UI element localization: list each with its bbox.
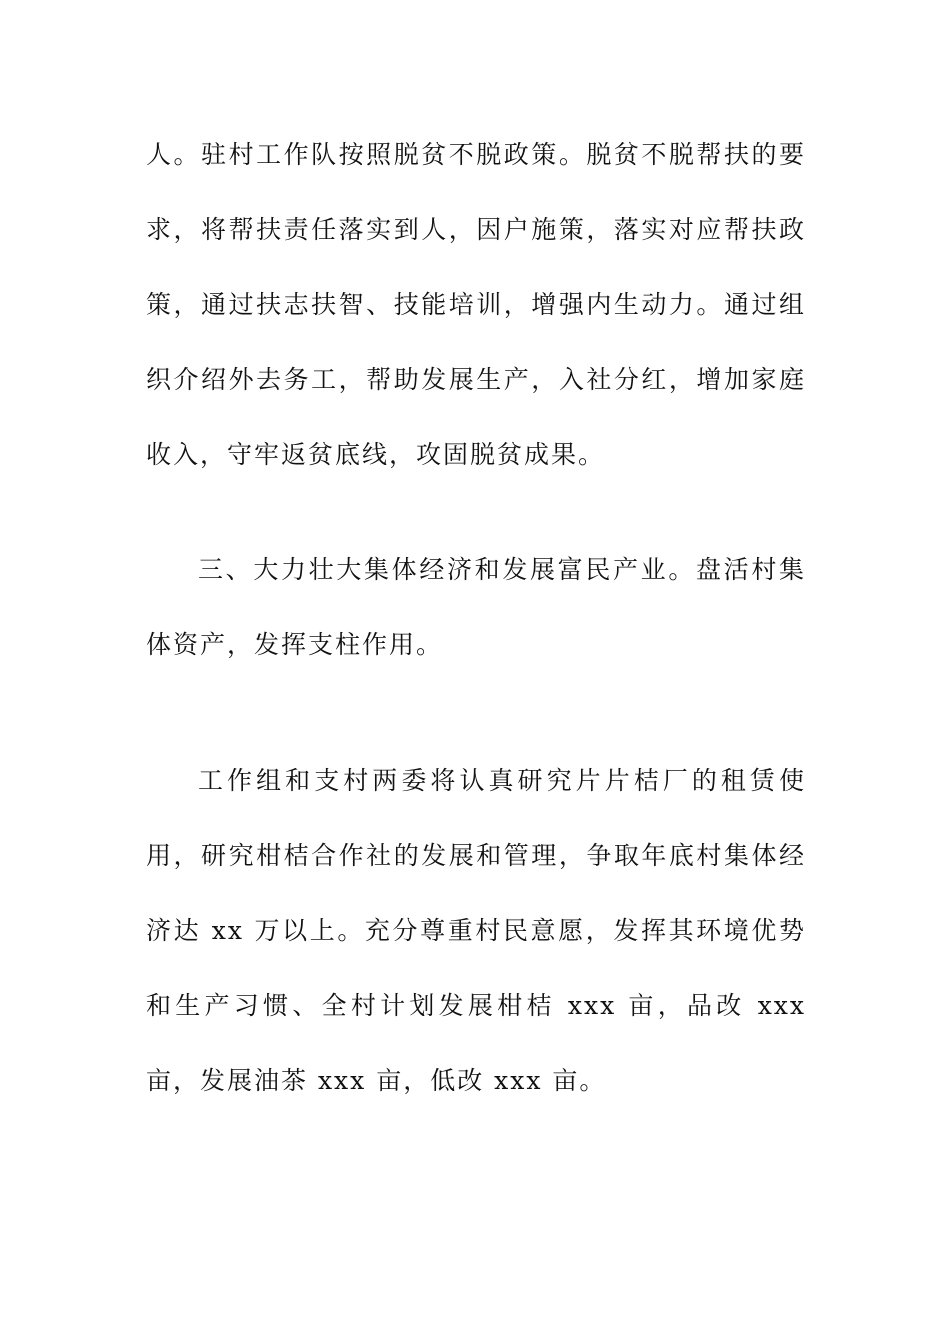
paragraph-section-three-heading: 三、大力壮大集体经济和发展富民产业。盘活村集体资产，发挥支柱作用。 (146, 555, 806, 659)
paragraph-poverty-assistance: 人。驻村工作队按照脱贫不脱政策。脱贫不脱帮扶的要求，将帮扶责任落实到人，因户施策，落实对应帮扶政策，通过扶志扶智、技能培训，增强内生动力。通过组织介绍外去务工，帮助发展生产，入社分红，增加家庭收入，守牢返贫底线，攻固脱贫成果。 (146, 140, 806, 469)
paragraph-collective-economy: 工作组和支村两委将认真研究片片桔厂的租赁使用，研究柑桔合作社的发展和管理，争取年底村集体经济达 xx 万以上。充分尊重村民意愿，发挥其环境优势和生产习惯、全村计划发展柑桔 xxx 亩，品改 xxx 亩，发展油茶 xxx 亩，低改 xxx 亩。 (146, 766, 806, 1095)
